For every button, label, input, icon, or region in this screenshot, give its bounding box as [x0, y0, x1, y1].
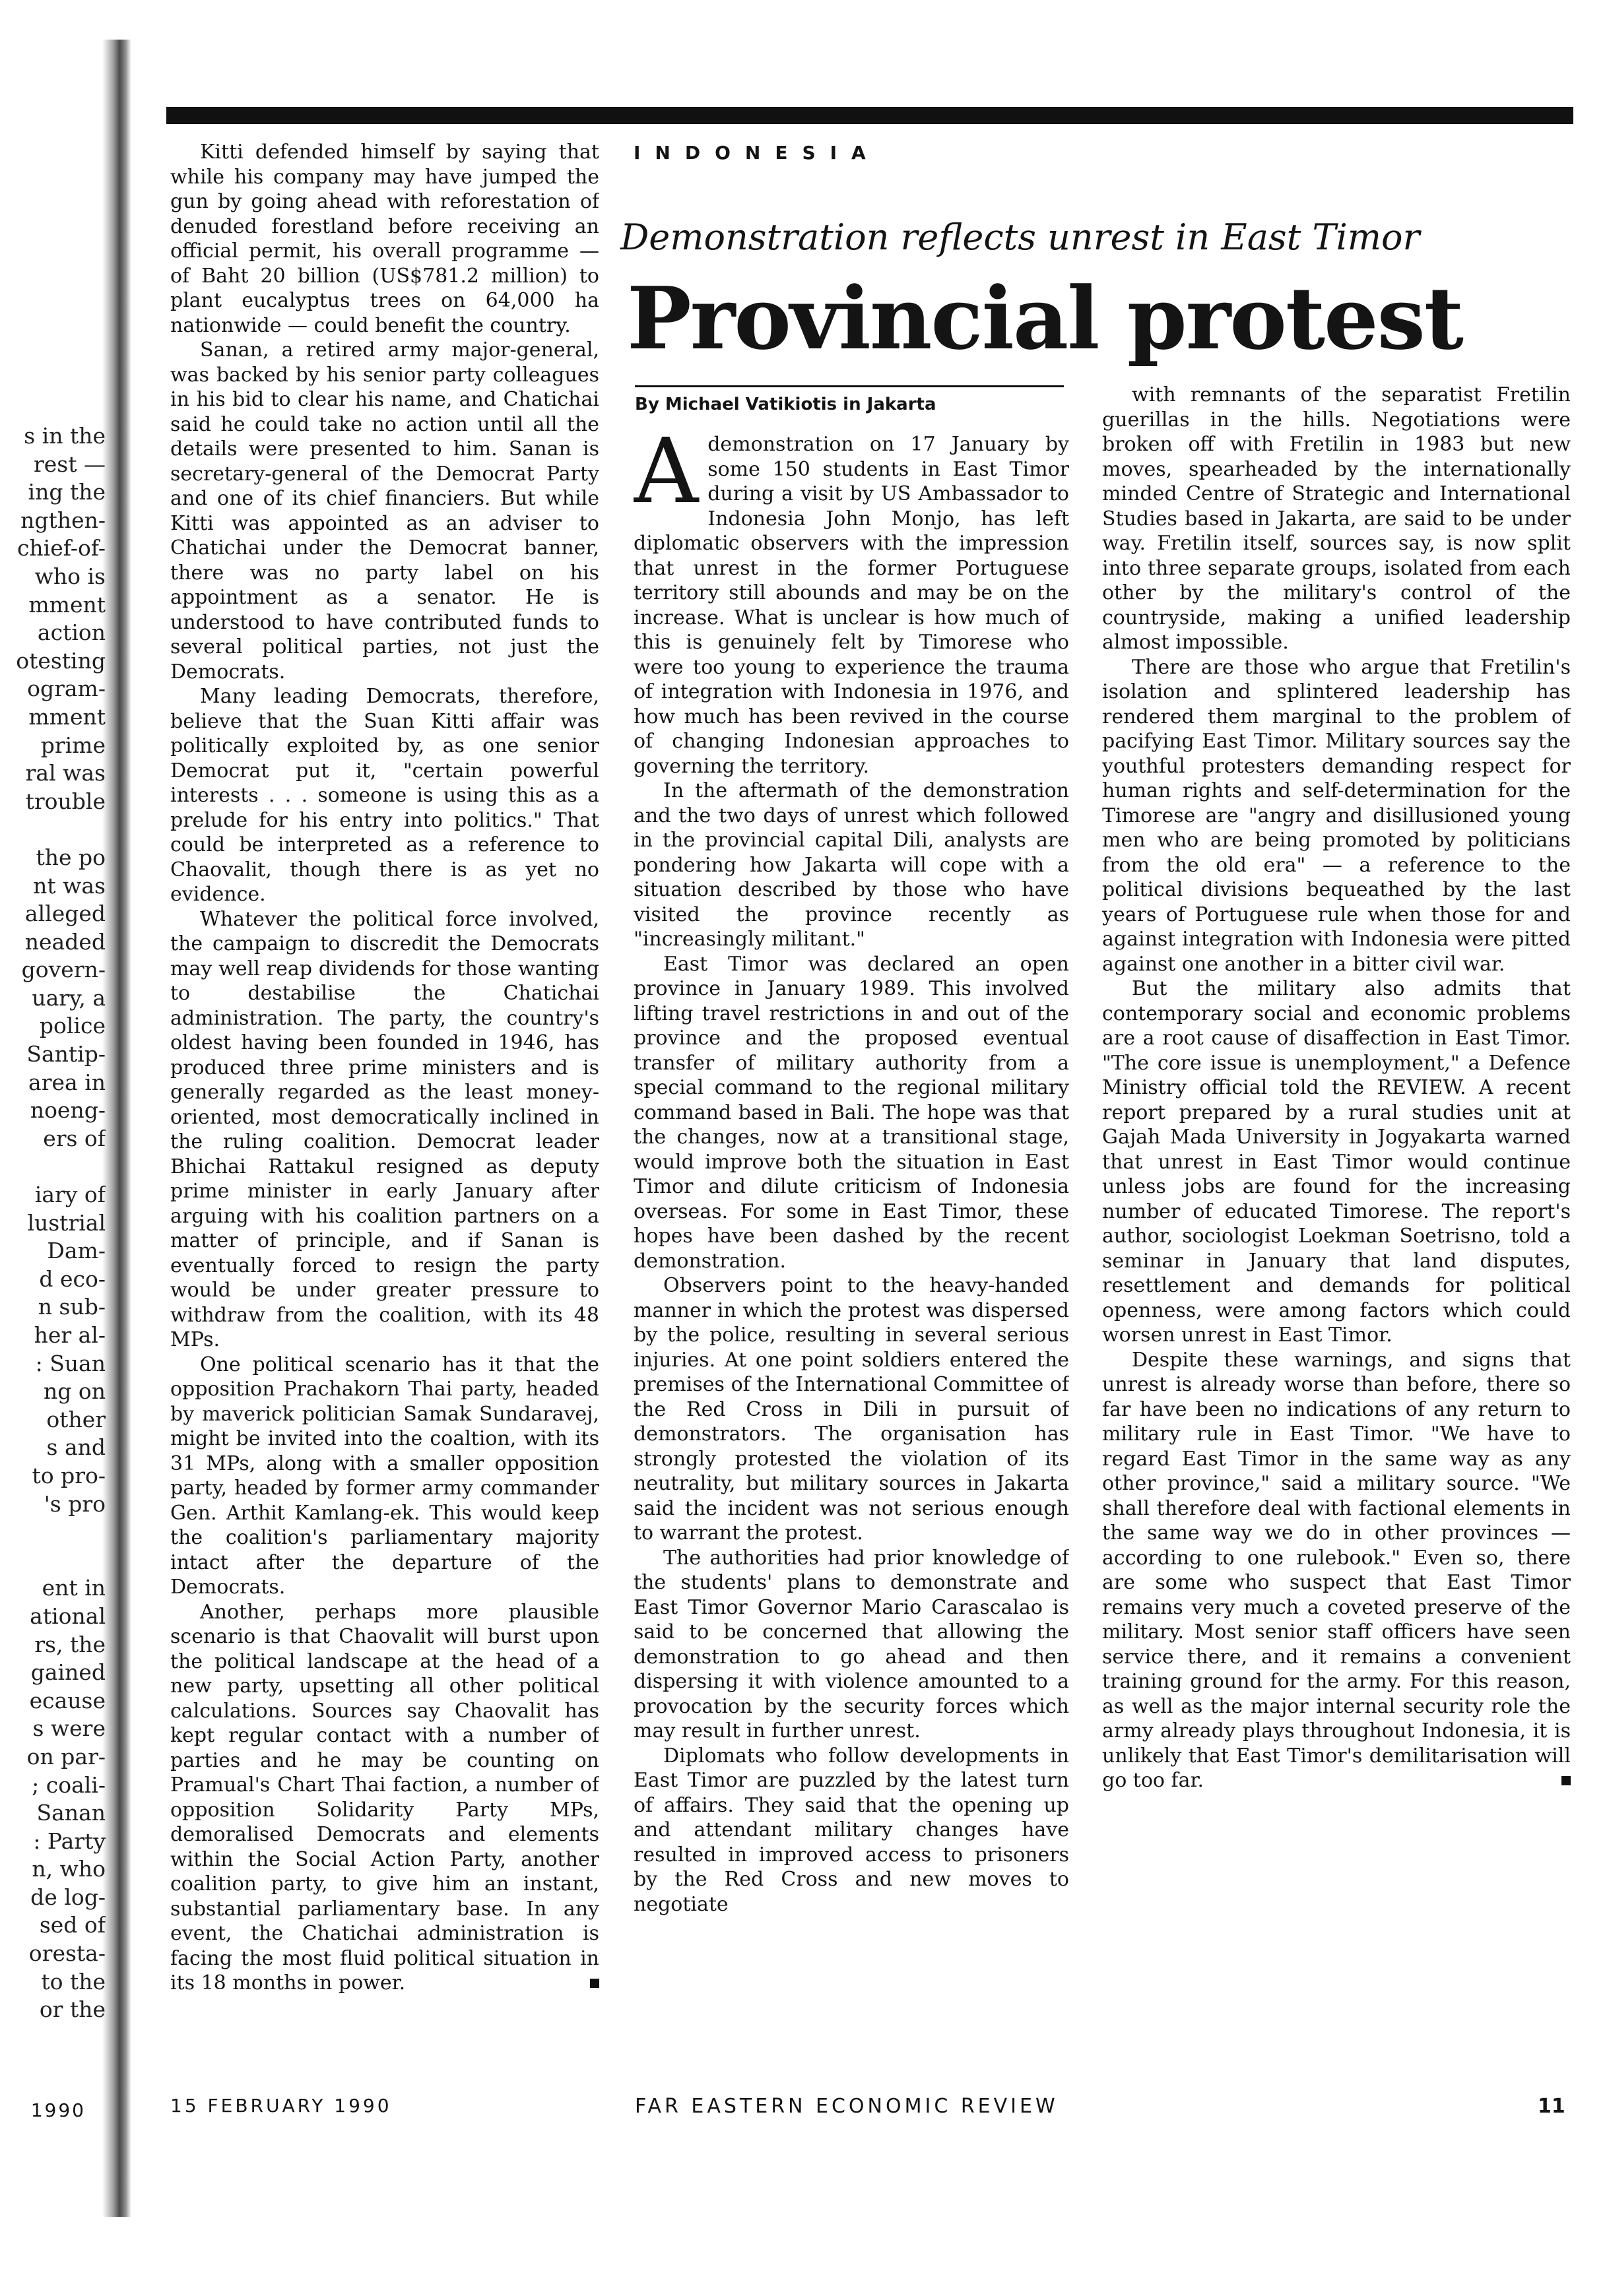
bleed-line: trouble	[25, 788, 106, 814]
bleed-line: rs, the	[34, 1631, 106, 1657]
bleed-line	[0, 1518, 106, 1547]
bleed-line: nt was	[33, 872, 106, 899]
bleed-line: ng on	[44, 1378, 106, 1405]
bleed-line: Santip-	[26, 1041, 106, 1068]
bleed-line: iary of	[34, 1182, 106, 1208]
bleed-line: neaded	[24, 928, 106, 955]
bleed-line: on par-	[26, 1743, 106, 1770]
bleed-line	[0, 1153, 106, 1181]
article-headline: Provincial protest	[627, 268, 1462, 369]
bleed-line: ent in	[42, 1575, 106, 1601]
bleed-line: to the	[41, 1968, 106, 1994]
drop-cap: A	[634, 432, 699, 524]
paragraph: Many leading Democrats, therefore, believe that the Suan Kitti affair was politically exploited by, as one senior Democrat put it, "certain powerful interests . . . someone is using this as a prelude for his entry into politics." That could be interpreted as a reference to Chaovalit, though there is as yet no evidence.	[170, 685, 599, 906]
bleed-line: ational	[30, 1603, 106, 1629]
bleed-line: govern-	[21, 957, 106, 983]
bleed-line: n sub-	[38, 1294, 106, 1320]
bleed-line: otesting	[16, 647, 106, 674]
byline-rule	[635, 385, 1064, 387]
article-column-2	[634, 432, 1069, 2105]
magazine-name: FAR EASTERN ECONOMIC REVIEW	[635, 2095, 1059, 2118]
bleed-line: chief-of-	[16, 535, 106, 561]
article-byline: By Michael Vatikiotis in Jakarta	[635, 395, 936, 414]
article-column-1	[170, 140, 599, 2080]
bleed-line: mment	[28, 591, 106, 618]
page-edge-shadow	[102, 40, 131, 2217]
paragraph: But the military also admits that contemporary social and economic problems are a root cause of disaffection in East Timor. "The core issue is unemployment," a Defence Ministry official told the REVIEW. A recent report prepared by a rural studies unit at Gajah Mada University in Jogyakarta warned that unrest in East Timor would continue unless jobs are found for the increasing number of educated Timorese. The report's author, sociologist Loekman Soetrisno, told a seminar in January that land disputes, resettlement and demands for political openness, were among factors which could worsen unrest in East Timor.	[1102, 977, 1571, 1347]
bleed-line: Sanan	[36, 1800, 106, 1826]
article-deck: Demonstration reflects unrest in East Timor	[620, 216, 1420, 258]
bleed-line: ecause	[29, 1687, 106, 1713]
paragraph: There are those who argue that Fretilin's isolation and splintered leadership has rendered them marginal to the problem of pacifying East Timor. Military sources say the youthful protesters demanding respect for human rights and self-determination for the Timorese are "angry and disillusioned young men who are being promoted by politicians from the old era" — a reference to the political divisions bequeathed by the last years of Portuguese rule when those for and against integration with Indonesia were pitted against one another in a bitter civil war.	[1102, 655, 1571, 976]
paragraph: In the aftermath of the demonstration and the two days of unrest which followed in the provincial capital Dili, analysts are pondering how Jakarta will cope with a situation described by those who have visited the province recently as "increasingly militant."	[634, 779, 1069, 951]
paragraph: Observers point to the heavy-handed manner in which the protest was dispersed by the police, resulting in several serious injuries. At one point soldiers entered the premises of the International Committee of the Red Cross in Dili in pursuit of demonstrators. The organisation has strongly protested the violation of its neutrality, but military sources in Jakarta said the incident was not serious enough to warrant the protest.	[634, 1274, 1069, 1545]
bleed-line: ers of	[43, 1125, 106, 1151]
bleed-line: who is	[34, 563, 106, 589]
bleed-line: sed of	[39, 1912, 106, 1938]
section-tag: INDONESIA	[634, 142, 880, 164]
lead-paragraph-text: demonstration on 17 January by some 150 students in East Timor during a visit by US Ambassador to Indonesia John Monjo, has left diplomatic observers with the impression that unrest in the former Portuguese territory still abounds and may be on the increase. What is unclear is how much of this is genuinely felt by Timorese who were too young to experience the trauma of integration with Indonesia in 1976, and how much has been revived in the course of changing Indonesian approaches to governing the territory.	[634, 433, 1069, 778]
end-of-article-mark	[590, 1979, 599, 1988]
bleed-line: ngthen-	[20, 507, 106, 533]
bleed-line: s were	[32, 1715, 106, 1742]
bleed-line: prime	[40, 732, 106, 758]
bleed-line: n, who	[32, 1856, 106, 1882]
paragraph: One political scenario has it that the opposition Prachakorn Thai party, headed by maverick politician Samak Sundaravej, might be invited into the coaltion, with its 31 MPs, along with a smaller opposition party, headed by former army commander Gen. Arthit Kamlang-ek. This would keep the coalition's parliamentary majority intact after the departure of the Democrats.	[170, 1353, 599, 1599]
top-rule	[166, 107, 1573, 124]
bleed-line: ogram-	[27, 676, 106, 702]
bleed-line: : Party	[33, 1828, 106, 1854]
bleed-line	[0, 1547, 106, 1575]
bleed-line	[0, 815, 106, 844]
paragraph: Kitti defended himself by saying that while his company may have jumped the gun by going ahead with reforestation of denuded forestland before receiving an official permit, his overall programme — of Baht 20 billion (US$781.2 million) to plant eucalyptus trees on 64,000 ha nationwide — could benefit the country.	[170, 141, 599, 337]
bleed-line: police	[39, 1013, 106, 1039]
adjacent-page-text	[0, 422, 106, 2024]
bleed-line: alleged	[24, 901, 106, 927]
bleed-line: ing the	[28, 479, 106, 505]
bleed-line: gained	[30, 1659, 106, 1686]
bleed-line: Dam-	[47, 1238, 106, 1264]
page-number: 11	[1538, 2095, 1565, 2118]
bleed-line: rest —	[34, 451, 106, 477]
lead-paragraph	[634, 432, 1069, 779]
bleed-line: ; coali-	[32, 1771, 106, 1798]
bleed-line: the po	[36, 844, 106, 870]
adjacent-page-year: 1990	[30, 2099, 86, 2121]
end-of-article-mark	[1561, 1776, 1571, 1785]
paragraph: Diplomats who follow developments in East Timor are puzzled by the latest turn of affairs. They said that the opening up and attendant military changes have resulted in improved access to prisoners by the Red Cross and new moves to negotiate	[634, 1744, 1069, 1916]
bleed-line: uary, a	[32, 984, 106, 1011]
bleed-line: s and	[46, 1434, 106, 1461]
bleed-line: de log-	[30, 1884, 106, 1910]
paragraph: Sanan, a retired army major-general, was backed by his senior party colleagues in his bid to clear his name, and Chatichai said he could take no action until all the details were presented to him. Sanan is secretary-general of the Democrat Party and one of its chief financiers. But while Kitti was appointed as an adviser to Chatichai under the Democrat banner, there was no party label on his appointment as a senator. He is understood to have contributed funds to several political parties, not just the Democrats.	[170, 338, 599, 684]
bleed-line: area in	[28, 1069, 106, 1095]
bleed-line: or the	[39, 1996, 106, 2023]
paragraph: Another, perhaps more plausible scenario is that Chaovalit will burst upon the political landscape at the head of a new party, upsetting all other political calculations. Sources say Chaovalit has kept regular contact with a number of parties and he may be counting on Pramual's Chart Thai faction, a number of opposition Solidarity Party MPs, demoralised Democrats and elements within the Social Action Party, another coalition party, to give him an instant, substantial parliamentary base. In any event, the Chatichai administration is facing the most fluid political situation in its 18 months in power.	[170, 1600, 599, 1994]
bleed-line: mment	[28, 703, 106, 730]
paragraph: Despite these warnings, and signs that unrest is already worse than before, there so far have been no indications of any return to military rule in East Timor. "We have to regard East Timor in the same way as any other province," said a military source. "We shall therefore deal with factional elements in the same way we do in other provinces — according to one rulebook." Even so, there are some who suspect that East Timor remains very much a coveted preserve of the military. Most senior staff officers have seen service there, and it remains a convenient training ground for the army. For this reason, as well as the major internal security role the army already plays throughout Indonesia, it is unlikely that East Timor's demilitarisation will go too far.	[1102, 1348, 1571, 1792]
bleed-line: to pro-	[32, 1462, 106, 1488]
bleed-line: oresta-	[28, 1940, 106, 1967]
bleed-line: ral was	[25, 760, 106, 786]
article-column-3	[1102, 383, 1571, 2105]
bleed-line: 's pro	[44, 1490, 106, 1517]
bleed-line: action	[37, 620, 106, 646]
paragraph: The authorities had prior knowledge of the students' plans to demonstrate and East Timor Governor Mario Carascalao is said to be concerned that allowing the demonstration to go ahead and then dispersing it with violence amounted to a provocation by the security forces which may result in further unrest.	[634, 1546, 1069, 1742]
bleed-line: s in the	[24, 423, 106, 449]
bleed-line: her al-	[34, 1322, 106, 1348]
bleed-line: other	[46, 1406, 106, 1432]
paragraph: Whatever the political force involved, the campaign to discredit the Democrats may well reap dividends for those wanting to destabilise the Chatichai administration. The party, the country's oldest having been founded in 1946, has produced three prime ministers and is generally regarded as the least money-oriented, most democratically inclined in the ruling coalition. Democrat leader Bhichai Rattakul resigned as deputy prime minister in early January after arguing with his coalition partners on a matter of principle, and if Sanan is eventually forced to resign the party would be under greater pressure to withdraw from the coalition, with its 48 MPs.	[170, 907, 599, 1351]
bleed-line: lustrial	[27, 1209, 106, 1236]
bleed-line: d eco-	[39, 1265, 106, 1292]
paragraph: East Timor was declared an open province in January 1989. This involved lifting travel restrictions in and out of the province and the proposed eventual transfer of military authority from a special command to the regional military command based in Bali. The hope was that the changes, now at a transitional stage, would improve both the situation in East Timor and dilute criticism of Indonesia overseas. For some in East Timor, these hopes have been dashed by the recent demonstration.	[634, 952, 1069, 1273]
paragraph: with remnants of the separatist Fretilin guerillas in the hills. Negotiations were broken off with Fretilin in 1983 but new moves, spearheaded by the internationally minded Centre of Strategic and International Studies based in Jakarta, are said to be under way. Fretilin itself, sources say, is now split into three separate groups, isolated from each other by the military's control of the countryside, making a unified leadership almost impossible.	[1102, 383, 1571, 654]
issue-date: 15 FEBRUARY 1990	[170, 2095, 392, 2117]
bleed-line: : Suan	[35, 1350, 106, 1376]
bleed-line: noeng-	[30, 1097, 106, 1124]
